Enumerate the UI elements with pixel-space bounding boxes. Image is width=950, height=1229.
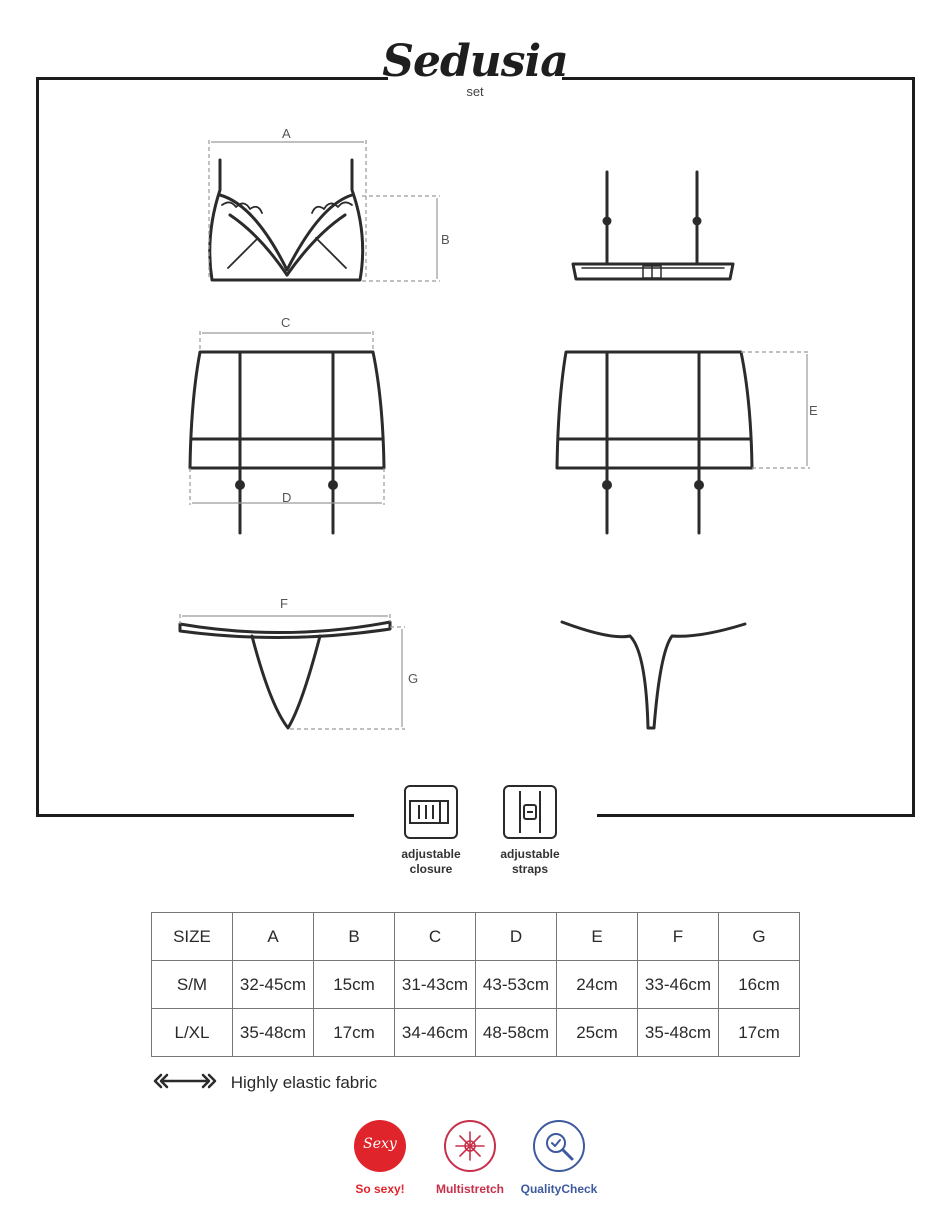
cell-f: 35-48cm	[638, 1009, 719, 1057]
dimension-label-e: E	[809, 403, 818, 418]
cell-b: 17cm	[314, 1009, 395, 1057]
header-a: A	[233, 913, 314, 961]
elastic-note	[152, 1072, 377, 1095]
badge-caption-quality-check: QualityCheck	[520, 1182, 598, 1196]
bra-front-drawing	[210, 160, 363, 280]
size-table	[151, 912, 800, 1057]
header-d: D	[476, 913, 557, 961]
brand-name: Sedusia	[382, 36, 568, 87]
size-table-header-row	[152, 913, 800, 961]
header-size: SIZE	[152, 913, 233, 961]
dimension-label-d: D	[282, 490, 292, 505]
feature-straps-line1: adjustable	[500, 847, 560, 861]
dimension-label-b: B	[441, 232, 450, 247]
header-g: G	[719, 913, 800, 961]
cell-d: 43-53cm	[476, 961, 557, 1009]
badge-caption-multistretch: Multistretch	[435, 1182, 504, 1196]
cell-a: 32-45cm	[233, 961, 314, 1009]
thong-back-drawing	[562, 622, 745, 728]
adjustable-straps-icon	[503, 785, 557, 839]
feature-closure-line1: adjustable	[401, 847, 461, 861]
double-arrow-icon	[152, 1072, 218, 1095]
cell-d: 48-58cm	[476, 1009, 557, 1057]
adjustable-closure-icon	[404, 785, 458, 839]
sexy-badge-icon	[354, 1120, 406, 1172]
header-e: E	[557, 913, 638, 961]
badge-quality-check	[504, 1120, 614, 1196]
dimension-label-a: A	[282, 126, 291, 141]
table-row	[152, 961, 800, 1009]
cell-e: 25cm	[557, 1009, 638, 1057]
cell-a: 35-48cm	[233, 1009, 314, 1057]
badge-caption-so-sexy: So sexy!	[355, 1182, 405, 1196]
table-row	[152, 1009, 800, 1057]
dimension-label-c: C	[281, 315, 291, 330]
garter-belt-front-drawing	[190, 352, 384, 533]
cell-b: 15cm	[314, 961, 395, 1009]
dimension-label-f: F	[280, 596, 288, 611]
multistretch-icon	[444, 1120, 496, 1172]
bra-back-drawing	[573, 172, 733, 279]
header-c: C	[395, 913, 476, 961]
cell-e: 24cm	[557, 961, 638, 1009]
cell-g: 17cm	[719, 1009, 800, 1057]
cell-size: S/M	[152, 961, 233, 1009]
feature-straps-line2: straps	[511, 862, 549, 876]
feature-closure-line2: closure	[409, 862, 453, 876]
cell-f: 33-46cm	[638, 961, 719, 1009]
header-f: F	[638, 913, 719, 961]
cell-c: 31-43cm	[395, 961, 476, 1009]
thong-front-drawing	[180, 622, 390, 728]
cell-g: 16cm	[719, 961, 800, 1009]
dimension-label-g: G	[408, 671, 419, 686]
quality-check-icon	[533, 1120, 585, 1172]
brand-subtitle: set	[466, 84, 484, 99]
feature-adjustable-straps	[480, 785, 580, 877]
cell-c: 34-46cm	[395, 1009, 476, 1057]
header-b: B	[314, 913, 395, 961]
feature-adjustable-closure	[381, 785, 481, 877]
elastic-note-text: Highly elastic fabric	[230, 1072, 378, 1092]
cell-size: L/XL	[152, 1009, 233, 1057]
garter-belt-back-drawing	[557, 352, 752, 533]
sexy-badge-text: Sexy	[363, 1136, 397, 1152]
